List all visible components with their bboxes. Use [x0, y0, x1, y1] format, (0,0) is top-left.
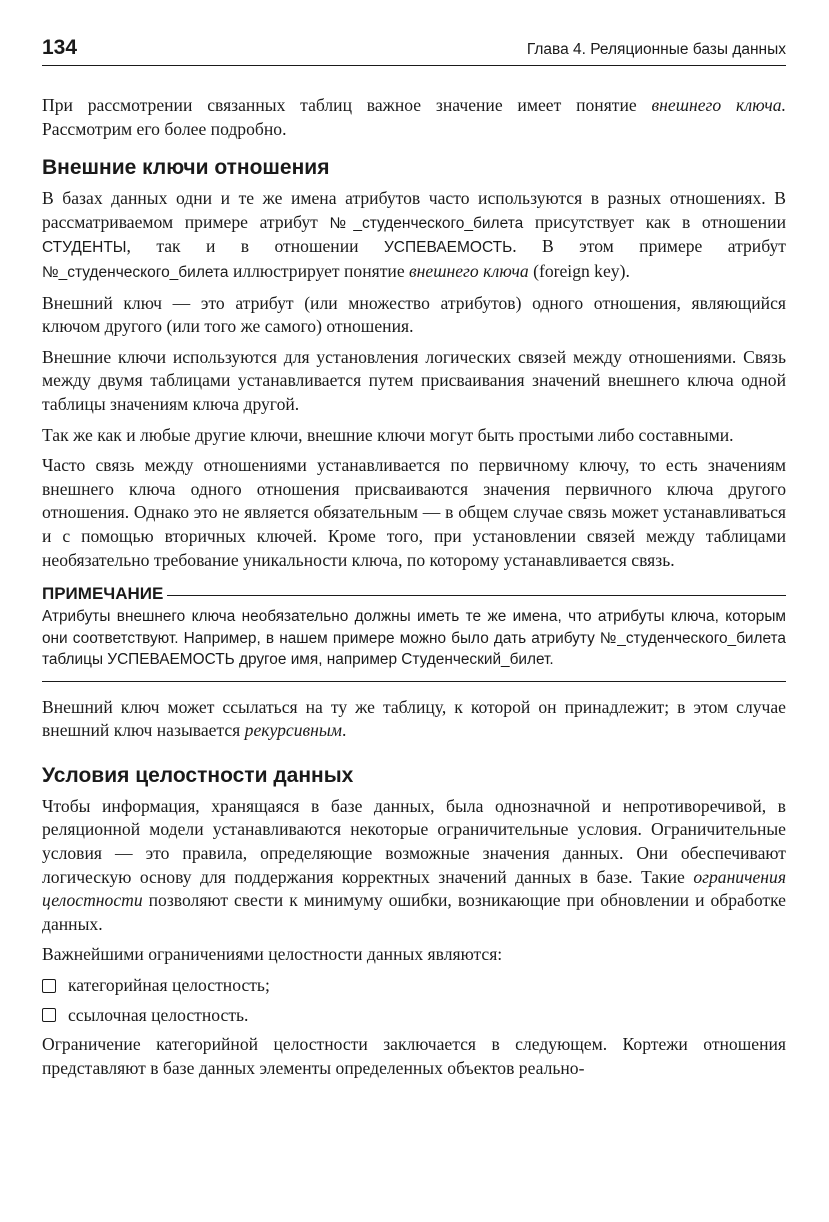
- section-heading-integrity: Условия целостности данных: [42, 763, 354, 787]
- note-title: ПРИМЕЧАНИЕ: [42, 584, 164, 604]
- paragraph: Ограничение категорийной целостности заключается в следующем. Кортежи отношения представляют в базе данных элементы определенных объектов реально-: [42, 1034, 786, 1078]
- book-page: [42, 36, 786, 1087]
- paragraph: Внешний ключ — это атрибут (или множество атрибутов) одного отношения, являющийся ключом другого (или того же самого) отношения.: [42, 292, 786, 337]
- note-header: [42, 584, 786, 604]
- paragraph: Важнейшими ограничениями целостности данных являются:: [42, 944, 503, 965]
- intro-paragraph: При рассмотрении связанных таблиц важное значение имеет понятие внешнего ключа. Рассмотрим его более подробно.: [42, 95, 786, 139]
- chapter-title: Глава 4. Реляционные базы данных: [526, 41, 786, 58]
- paragraph: Внешний ключ может ссылаться на ту же таблицу, к которой он принадлежит; в этом случае внешний ключ называется рекурсивным.: [42, 696, 786, 741]
- paragraph: Часто связь между отношениями устанавливается по первичному ключу, то есть значениям внешнего ключа одного отношения присваиваются значения первичного ключа другого отношения. Однако это не является обязательным — в общем случае связь может устанавливаться и с помощью вторичных ключей. Кроме того, при установлении связей между таблицами необязательно требование уникальности ключа, по которому устанавливается связь.: [42, 455, 786, 570]
- running-head: [42, 36, 786, 66]
- paragraph: В базах данных одни и те же имена атрибутов часто используются в разных отношениях. В рассматриваемом примере атрибут №_студенческого_билета присутствует как в отношении СТУДЕНТЫ, так и в отношении УСПЕВАЕМОСТЬ. В этом примере атрибут №_студенческого_билета иллюстрирует понятие внешнего ключа (foreign key).: [42, 188, 786, 281]
- note-box: [42, 584, 786, 682]
- list-item: ссылочная целостность.: [42, 1004, 786, 1028]
- paragraph: Чтобы информация, хранящаяся в базе данных, была однозначной и непротиворечивой, в реляционной модели устанавливаются некоторые ограничительные условия. Ограничительные условия — это правила, определяющие возможные значения данных. Они обеспечивают логическую основу для поддержания корректных значений данных в базе. Такие ограничения целостности позволяют свести к минимуму ошибки, возникающие при обновлении и обработке данных.: [42, 795, 786, 934]
- checkbox-bullet-icon: [42, 979, 56, 993]
- note-text: Атрибуты внешнего ключа необязательно должны иметь те же имена, что атрибуты ключа, которым они соответствуют. Например, в нашем примере можно было дать атрибуту №_студенческого_билета таблицы УСПЕВАЕМОСТЬ другое имя, например Студенческий_билет.: [42, 608, 786, 669]
- paragraph: Внешние ключи используются для установления логических связей между отношениями. Связь между двумя таблицами устанавливается путем присваивания значений внешнего ключа одной таблицы значениям ключа другой.: [42, 346, 786, 414]
- note-rule: [167, 595, 786, 596]
- page-number: 134: [42, 36, 78, 59]
- list-item: категорийная целостность;: [42, 974, 786, 998]
- section-heading-foreign-keys: Внешние ключи отношения: [42, 156, 330, 180]
- checkbox-bullet-icon: [42, 1008, 56, 1022]
- paragraph: Так же как и любые другие ключи, внешние ключи могут быть простыми либо составными.: [42, 424, 734, 445]
